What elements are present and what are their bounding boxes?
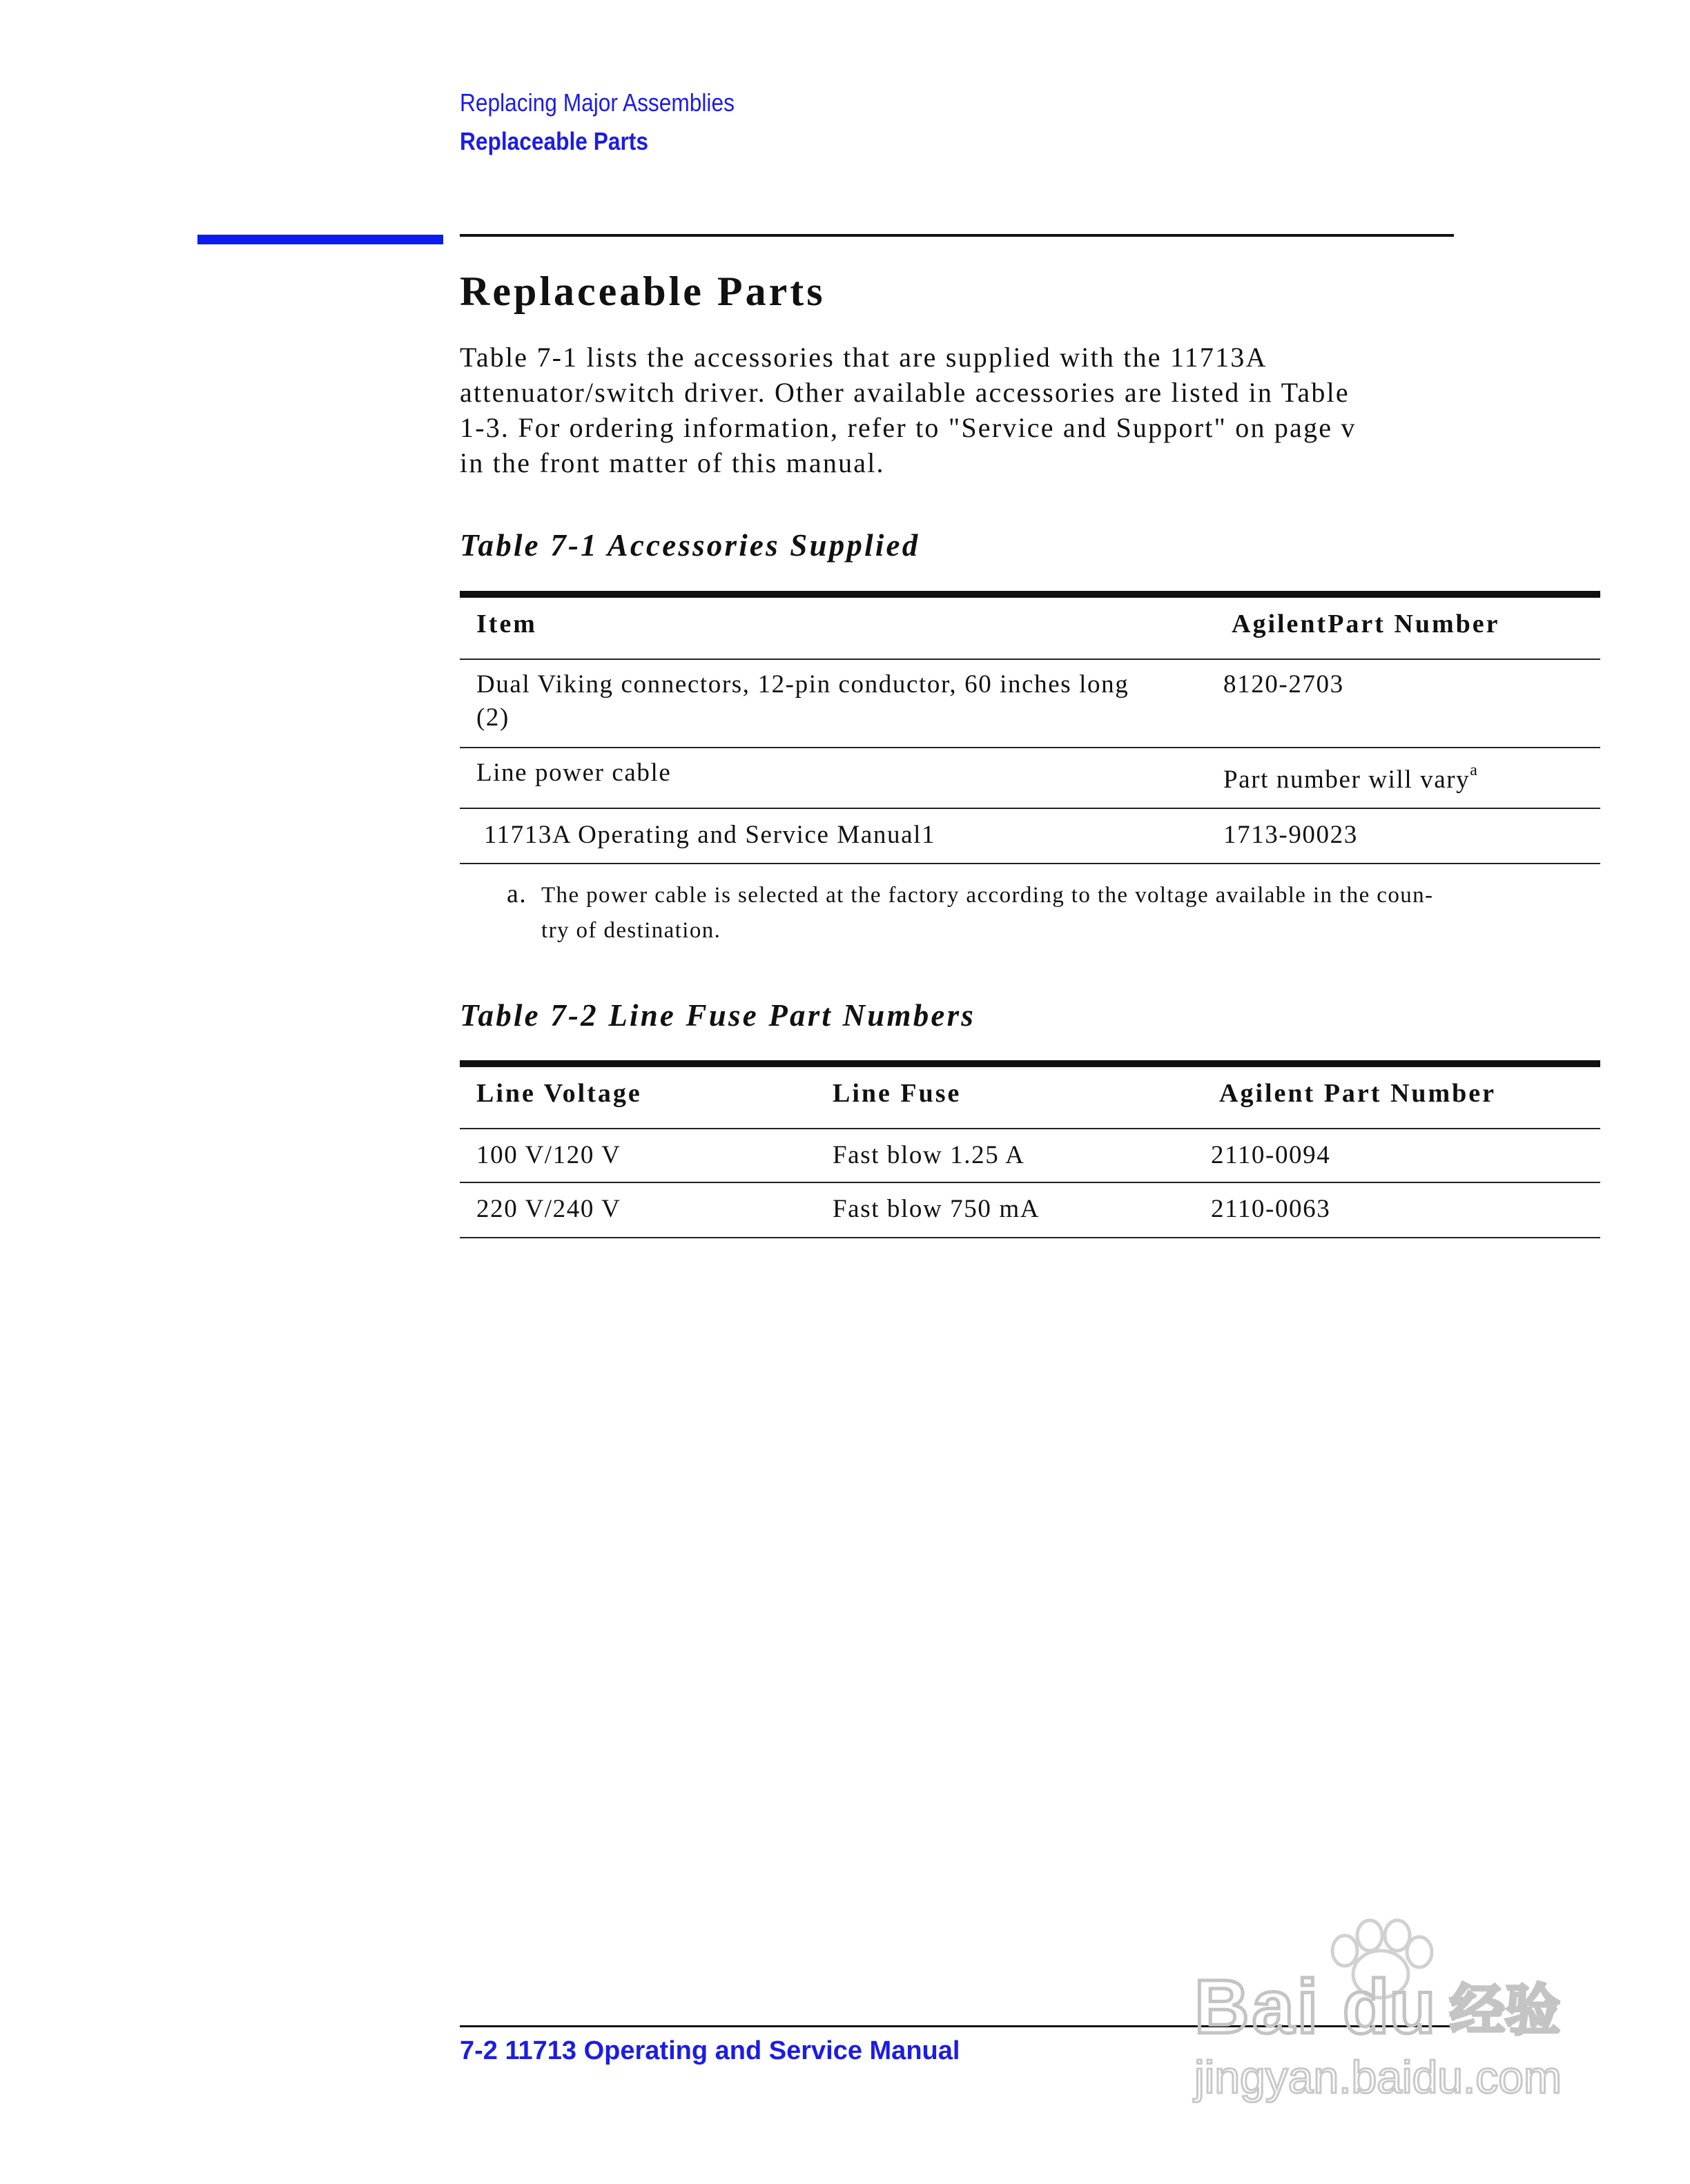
section-title: Replaceable Parts <box>460 269 826 314</box>
table2-fuse-cell: Fast blow 1.25 A <box>833 1141 1025 1169</box>
table1-header-part: AgilentPart Number <box>1232 610 1500 638</box>
page-footer: 7-2 11713 Operating and Service Manual <box>460 2036 960 2065</box>
intro-line: 1-3. For ordering information, refer to "Service and Support" on page v <box>460 412 1357 443</box>
intro-paragraph <box>460 340 1454 480</box>
table2-bottom-rule <box>460 1237 1600 1238</box>
intro-line: attenuator/switch driver. Other available accessories are listed in Table <box>460 377 1350 408</box>
intro-line: Table 7-1 lists the accessories that are supplied with the 11713A <box>460 342 1268 373</box>
table1-item-cell: Dual Viking connectors, 12-pin conductor, 60 inches long <box>476 670 1129 699</box>
svg-text:jingyan.baidu.com: jingyan.baidu.com <box>1194 2051 1562 2103</box>
table1-part-cell: 1713-90023 <box>1223 821 1358 849</box>
table2-caption: Table 7-2 Line Fuse Part Numbers <box>460 998 976 1033</box>
table1-item-cell: 11713A Operating and Service Manual1 <box>476 821 936 849</box>
footnote-marker: a. <box>507 879 527 908</box>
breadcrumb-section: Replaceable Parts <box>460 127 648 155</box>
footnote-ref[interactable]: a <box>1470 761 1479 779</box>
table2-top-rule <box>460 1060 1600 1067</box>
breadcrumb-chapter: Replacing Major Assemblies <box>460 88 735 117</box>
table2-row-rule <box>460 1182 1600 1183</box>
table1-footnote <box>507 877 1433 948</box>
table1-caption: Table 7-1 Accessories Supplied <box>460 528 920 563</box>
table1-item-cell-cont: (2) <box>476 703 509 732</box>
section-accent-bar <box>197 235 443 244</box>
table1-row-rule <box>460 747 1600 748</box>
table2-header-part: Agilent Part Number <box>1219 1079 1497 1108</box>
svg-text:Bai: Bai <box>1194 1964 1321 2049</box>
svg-text:经验: 经验 <box>1450 1978 1560 2042</box>
footnote-line: The power cable is selected at the factory according to the voltage available in the coun- <box>541 883 1434 908</box>
table1-part-cell: 8120-2703 <box>1223 670 1344 699</box>
table1-item-cell: Line power cable <box>476 759 672 787</box>
table2-header-fuse: Line Fuse <box>833 1079 962 1108</box>
table1-header-rule <box>460 659 1600 660</box>
table2-part-cell: 2110-0063 <box>1211 1195 1331 1223</box>
table2-header-voltage: Line Voltage <box>476 1079 642 1108</box>
baidu-watermark-logo <box>1174 1912 1588 2105</box>
table2-voltage-cell: 220 V/240 V <box>476 1195 621 1223</box>
table2-fuse-cell: Fast blow 750 mA <box>833 1195 1040 1223</box>
table1-part-cell <box>1223 761 1479 794</box>
section-rule <box>460 234 1454 237</box>
table2-header-rule <box>460 1128 1600 1129</box>
part-vary-text: Part number will vary <box>1223 766 1470 794</box>
table1-bottom-rule <box>460 863 1600 864</box>
intro-line: in the front matter of this manual. <box>460 447 885 478</box>
table1-top-rule <box>460 591 1600 598</box>
table2-voltage-cell: 100 V/120 V <box>476 1141 621 1169</box>
table1-row-rule <box>460 808 1600 809</box>
table1-header-item: Item <box>476 610 537 638</box>
table2-part-cell: 2110-0094 <box>1211 1141 1331 1169</box>
footnote-line: try of destination. <box>541 918 721 943</box>
svg-text:du: du <box>1343 1964 1436 2049</box>
